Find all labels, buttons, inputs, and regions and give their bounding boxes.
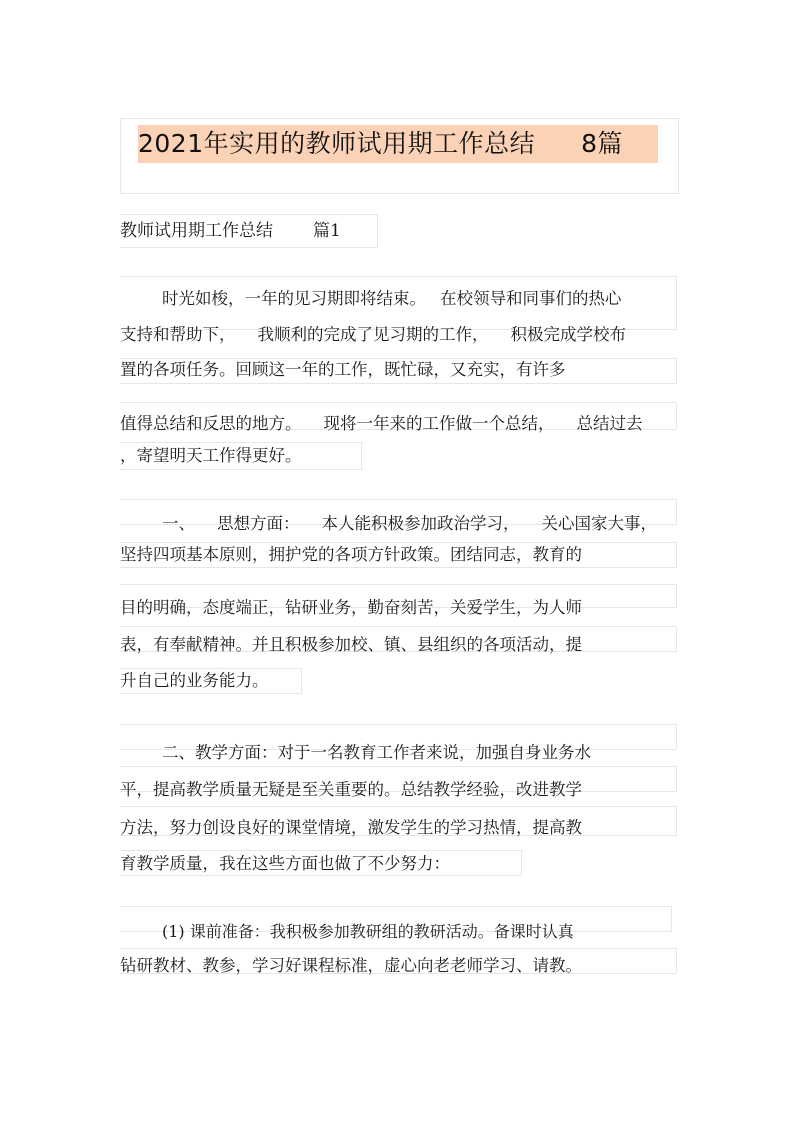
p1-l2c: 积极完成学校布 [510,325,626,344]
p2-l5: 升自己的业务能力。 [120,671,269,690]
p4-l2: 钻研教材、教参，学习好课程标准，虚心向老老师学习、请教。 [120,956,582,975]
p1-l1b: 在校领导和同事们的热心 [440,289,622,308]
p1-l2a: 支持和帮助下， [120,325,236,344]
p2-l1c: 本人能积极参加政治学习， [321,514,520,533]
p3-l4: 育教学质量，我在这些方面也做了不少努力： [120,854,450,873]
title-count: 8篇 [581,129,624,158]
p3-line-3 [120,815,582,841]
p2-line-2 [120,542,582,568]
title-main: 2021年实用的教师试用期工作总结 [138,129,536,158]
p2-l3: 目的明确，态度端正，钻研业务，勤奋刻苦，关爱学生，为人师 [120,598,582,617]
p1-line-2 [120,322,626,348]
p2-l1d: 关心国家大事， [541,514,657,533]
p3-l1: 二、教学方面：对于一名教育工作者来说，加强自身业务水 [162,743,591,762]
p3-l3: 方法，努力创设良好的课堂情境，激发学生的学习热情，提高教 [120,818,582,837]
p2-line-1 [120,511,657,537]
p1-l4a: 值得总结和反思的地方。 [120,414,302,433]
p2-line-5 [120,668,269,694]
p1-l4b: 现将一年来的工作做一个总结， [323,414,555,433]
p3-line-4 [120,851,450,877]
p1-l4c: 总结过去 [576,414,643,433]
p3-l2: 平，提高教学质量无疑是至关重要的。总结教学经验，改进教学 [120,780,582,799]
p3-line-1 [120,740,591,766]
p1-l1a: 时光如梭，一年的见习期即将结束。 [162,289,426,308]
p2-l1b: 思想方面： [217,514,300,533]
p1-l3: 置的各项任务。回顾这一年的工作，既忙碌，又充实，有许多 [120,360,566,379]
section-heading-number: 篇1 [313,221,341,241]
p2-line-3 [120,595,582,621]
p1-line-5 [120,443,302,469]
p2-l1a: 一、 [162,514,195,533]
document-title [138,125,658,163]
p1-line-3 [120,357,566,383]
p1-line-1 [120,286,622,312]
p4-line-1 [120,919,574,945]
section-heading [120,218,341,244]
p2-l4: 表，有奉献精神。并且积极参加校、镇、县组织的各项活动，提 [120,635,582,654]
p4-l1: (1) 课前准备：我积极参加教研组的教研活动。备课时认真 [162,922,574,941]
p3-line-2 [120,777,582,803]
p4-line-2 [120,953,582,979]
p2-l2: 坚持四项基本原则，拥护党的各项方针政策。团结同志，教育的 [120,545,582,564]
p1-l5: ，寄望明天工作得更好。 [120,446,302,465]
p2-line-4 [120,632,582,658]
p1-line-4 [120,411,643,437]
p1-l2b: 我顺利的完成了见习期的工作， [257,325,489,344]
section-heading-text: 教师试用期工作总结 [120,221,273,241]
